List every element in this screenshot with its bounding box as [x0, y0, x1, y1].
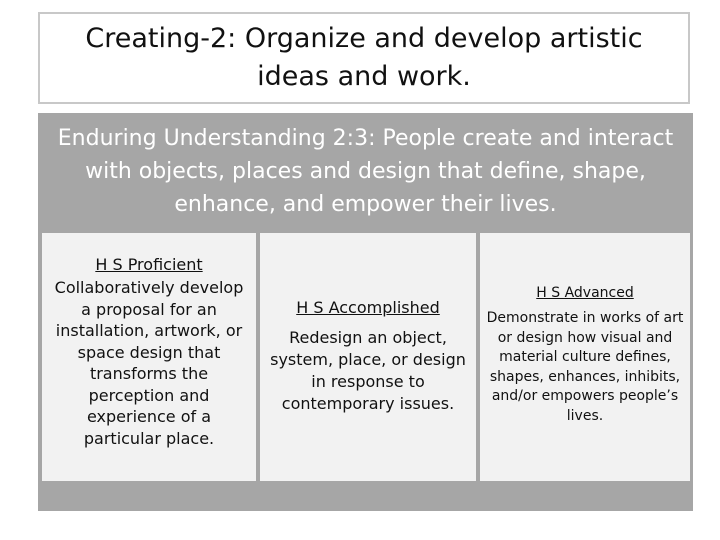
proficient-column	[42, 233, 256, 481]
accomplished-heading: H S Accomplished	[296, 298, 440, 317]
advanced-text: Demonstrate in works of art or design how visual and material culture defines, shapes, enhances, inhibits, and/or empowers people’s lives.	[486, 310, 684, 424]
advanced-heading: H S Advanced	[536, 285, 634, 301]
advanced-column	[480, 233, 690, 481]
accomplished-text: Redesign an object, system, place, or design in response to contemporary issues.	[270, 328, 466, 413]
proficient-text: Collaboratively develop a proposal for an installation, artwork, or space design that transforms the perception and experience of a particular place.	[54, 278, 244, 448]
accomplished-column	[260, 233, 476, 481]
slide-title-text: Creating-2: Organize and develop artistic ideas and work.	[85, 23, 643, 92]
enduring-understanding: Enduring Understanding 2:3: People create and interact with objects, places and design that define, shape, enhance, and empower their lives.	[57, 126, 674, 217]
proficient-heading: H S Proficient	[95, 255, 203, 274]
slide-title	[38, 12, 690, 104]
